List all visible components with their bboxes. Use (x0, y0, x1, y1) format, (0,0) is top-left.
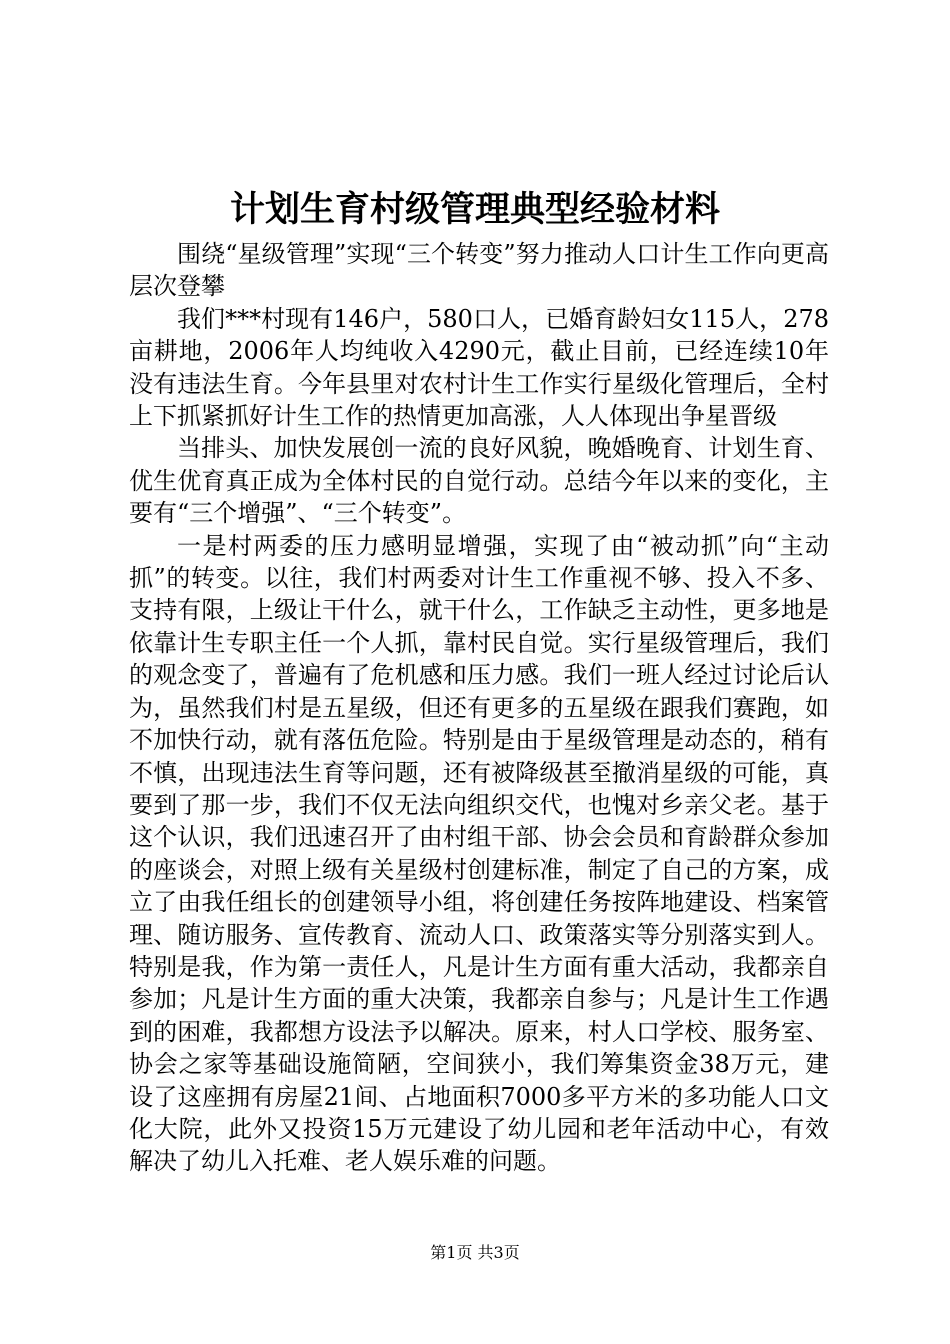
paragraph-subtitle: 围绕“星级管理”实现“三个转变”努力推动人口计生工作向更高层次登攀 (129, 240, 829, 301)
paragraph-point-one: 一是村两委的压力感明显增强，实现了由“被动抓”向“主动抓”的转变。以往，我们村两委对计生工作重视不够、投入不多、支持有限，上级让干什么，就干什么，工作缺乏主动性，更多地是依靠计生专职主任一个人抓，靠村民自觉。实行星级管理后，我们的观念变了，普遍有了危机感和压力感。我们一班人经过讨论后认为，虽然我们村是五星级，但还有更多的五星级在跟我们赛跑，如不加快行动，就有落伍危险。特别是由于星级管理是动态的，稍有不慎，出现违法生育等问题，还有被降级甚至撤消星级的可能，真要到了那一步，我们不仅无法向组织交代，也愧对乡亲父老。基于这个认识，我们迅速召开了由村组干部、协会会员和育龄群众参加的座谈会，对照上级有关星级村创建标准，制定了自己的方案，成立了由我任组长的创建领导小组，将创建任务按阵地建设、档案管理、随访服务、宣传教育、流动人口、政策落实等分别落实到人。特别是我，作为第一责任人，凡是计生方面有重大活动，我都亲自参加；凡是计生方面的重大决策，我都亲自参与；凡是计生工作遇到的困难，我都想方设法予以解决。原来，村人口学校、服务室、协会之家等基础设施简陋，空间狭小，我们筹集资金38万元，建设了这座拥有房屋21间、占地面积7000多平方米的多功能人口文化大院，此外又投资15万元建设了幼儿园和老年活动中心，有效解决了幼儿入托难、老人娱乐难的问题。 (129, 531, 829, 1176)
page-number-footer: 第1页 共3页 (430, 1243, 520, 1262)
paragraph-intro: 我们***村现有146户，580口人，已婚育龄妇女115人，278亩耕地，2006年人均纯收入4290元，截止目前，已经连续10年没有违法生育。今年县里对农村计生工作实行星级化管理后，全村上下抓紧抓好计生工作的热情更加高涨，人人体现出争星晋级 (129, 304, 829, 431)
document-body (129, 238, 829, 1178)
paragraph-summary: 当排头、加快发展创一流的良好风貌，晚婚晚育、计划生育、优生优育真正成为全体村民的自觉行动。总结今年以来的变化，主要有“三个增强”、“三个转变”。 (129, 434, 829, 528)
document-title: 计划生育村级管理典型经验材料 (229, 189, 720, 230)
